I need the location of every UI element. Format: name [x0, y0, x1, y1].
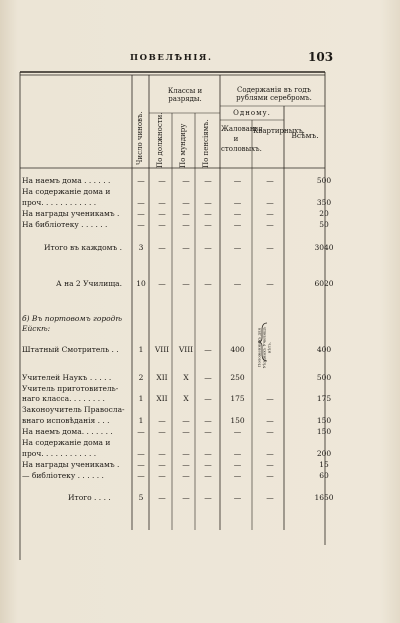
row-label: На библіотеку . . . . . . — [22, 220, 108, 229]
row-value: — — [233, 471, 242, 480]
row-total: 60 — [319, 471, 329, 480]
row-label: Штатный Смотритель . . — [22, 345, 119, 354]
header-salaries: Содержанія въ годъ рублями серебромъ. — [236, 86, 312, 102]
row-total: 15 — [319, 460, 329, 469]
row-value: — — [266, 198, 274, 207]
row-label: проч. . . . . . . . . . . . — [22, 198, 97, 207]
row-total: 350 — [316, 198, 332, 207]
row-value: — — [204, 460, 212, 469]
row-value: — — [158, 198, 166, 207]
row-value: 1 — [138, 416, 144, 425]
row-label: На содержаніе дома и — [22, 187, 111, 196]
header-by-uniform: По мундиру — [179, 123, 187, 168]
row-value: — — [204, 198, 212, 207]
row-value: — — [182, 427, 190, 436]
row-value: — — [158, 460, 166, 469]
table-row — [22, 345, 332, 355]
row-value: — — [158, 471, 166, 480]
table-row — [22, 427, 332, 437]
row-value: — — [233, 220, 242, 229]
header-each: Одному. — [233, 109, 271, 117]
row-value: — — [204, 394, 212, 403]
row-value: — — [204, 176, 212, 185]
row-value: — — [233, 198, 242, 207]
row-label: На наемъ дома . . . . . . — [22, 176, 111, 185]
row-value: — — [204, 345, 212, 354]
table-row — [22, 198, 332, 208]
row-value: — — [233, 427, 242, 436]
row-value: — — [266, 220, 274, 229]
row-value: X — [183, 373, 189, 382]
row-value: — — [182, 471, 190, 480]
row-value: — — [204, 427, 212, 436]
row-label: На содержаніе дома и — [22, 438, 111, 447]
row-label: Учителей Наукъ . . . . . — [22, 373, 112, 382]
row-value: — — [137, 176, 145, 185]
row-value: 250 — [230, 373, 245, 382]
row-value: — — [182, 209, 190, 218]
row-value: — — [137, 220, 145, 229]
row-value: 2 — [138, 373, 144, 382]
header-salary: Жалованья и столовыхъ. — [221, 125, 263, 153]
row-value: — — [204, 471, 212, 480]
row-value: 175 — [230, 394, 245, 403]
header-classes: Классы и разряды. — [167, 87, 203, 103]
row-value: VIII — [178, 345, 194, 354]
row-value: — — [182, 460, 190, 469]
table-row — [22, 449, 332, 459]
row-label: наго класса. . . . . . . . — [22, 394, 105, 403]
table-row — [22, 438, 322, 448]
row-total: 150 — [316, 427, 332, 436]
row-value: — — [137, 449, 145, 458]
row-label: Учитель приготовитель- — [22, 384, 119, 393]
row-value: — — [137, 427, 145, 436]
row-value: — — [158, 209, 166, 218]
two-schools-row: А на 2 Училища. 10 — — — — — 6020 — [56, 279, 334, 288]
row-value: 150 — [230, 416, 245, 425]
table-row — [22, 209, 329, 219]
row-label: проч. . . . . . . . . . . . — [22, 449, 97, 458]
table-row — [22, 460, 329, 470]
row-value: — — [266, 394, 274, 403]
table-row — [22, 176, 332, 186]
row-total: 150 — [316, 416, 332, 425]
row-value: — — [137, 471, 145, 480]
row-value: — — [158, 416, 166, 425]
table-row — [22, 394, 332, 404]
row-value: — — [266, 427, 274, 436]
row-value: — — [158, 427, 166, 436]
row-value: — — [266, 449, 274, 458]
final-row: Итого . . . . 5 — — — — — 1650 — [68, 493, 334, 502]
row-value: — — [266, 416, 274, 425]
row-value: — — [204, 220, 212, 229]
row-value: — — [158, 449, 166, 458]
row-value: — — [233, 460, 242, 469]
running-head: ПОВЕЛѢНІЯ. — [130, 53, 213, 63]
row-value: — — [137, 460, 145, 469]
row-total: 500 — [316, 176, 332, 185]
table-row — [22, 416, 332, 426]
row-value: — — [266, 176, 274, 185]
row-value: — — [182, 449, 190, 458]
header-by-position: По должности. — [156, 112, 164, 168]
row-total: 400 — [316, 345, 332, 354]
table-row — [22, 471, 329, 481]
table-row — [22, 405, 322, 415]
row-value: — — [204, 209, 212, 218]
row-value: — — [158, 220, 166, 229]
row-value: — — [233, 209, 242, 218]
row-value: — — [137, 198, 145, 207]
row-label: внаго исповѣданія . . . — [22, 416, 110, 425]
row-label: — библіотеку . . . . . . — [22, 471, 104, 480]
row-value: — — [204, 449, 212, 458]
subtotal-row: Итого въ каждомъ . 3 — — — — — 3040 — [44, 243, 334, 252]
row-label: На наемъ дома. . . . . . . — [22, 427, 113, 436]
row-value: — — [182, 198, 190, 207]
row-value: — — [182, 220, 190, 229]
row-value: 1 — [138, 394, 144, 403]
row-value: X — [183, 394, 189, 403]
header-total: Всѣмъ. — [291, 131, 319, 140]
row-total: 50 — [319, 220, 329, 229]
table-row — [22, 384, 322, 394]
row-total: 175 — [316, 394, 332, 403]
table-row — [22, 220, 329, 230]
row-label: Законоучитель Правосла- — [22, 405, 125, 414]
row-value: — — [204, 416, 212, 425]
row-value: — — [204, 373, 212, 382]
row-value: — — [266, 209, 274, 218]
row-total: 500 — [316, 373, 332, 382]
row-value: 1 — [138, 345, 144, 354]
brace-note: Положенныхъ для Уѣздныхъ Училищъ нѣтъ. — [256, 326, 272, 369]
row-value: — — [158, 176, 166, 185]
row-total: 200 — [316, 449, 332, 458]
section-title: б) Въ портовомъ городѣ Ейскѣ: — [22, 314, 123, 333]
row-value: VIII — [154, 345, 170, 354]
header-count: Число чиновъ. — [136, 111, 144, 165]
row-value: — — [137, 209, 145, 218]
table-row — [22, 187, 322, 197]
table-row — [22, 373, 332, 383]
row-value: — — [233, 449, 242, 458]
row-value: — — [266, 460, 274, 469]
row-value: — — [233, 176, 242, 185]
row-value: XII — [156, 373, 168, 382]
row-value: — — [266, 471, 274, 480]
header-rent: Квартирныхъ. — [253, 127, 305, 135]
header-by-pension: По пенсіямъ. — [202, 119, 210, 168]
row-value: 400 — [230, 345, 245, 354]
row-label: На награды ученикамъ . — [22, 460, 120, 469]
row-label: На награды ученикамъ . — [22, 209, 120, 218]
row-value: XII — [156, 394, 168, 403]
row-total: 20 — [319, 209, 329, 218]
row-value: — — [182, 176, 190, 185]
row-value: — — [182, 416, 190, 425]
page-number: 103 — [308, 50, 334, 64]
